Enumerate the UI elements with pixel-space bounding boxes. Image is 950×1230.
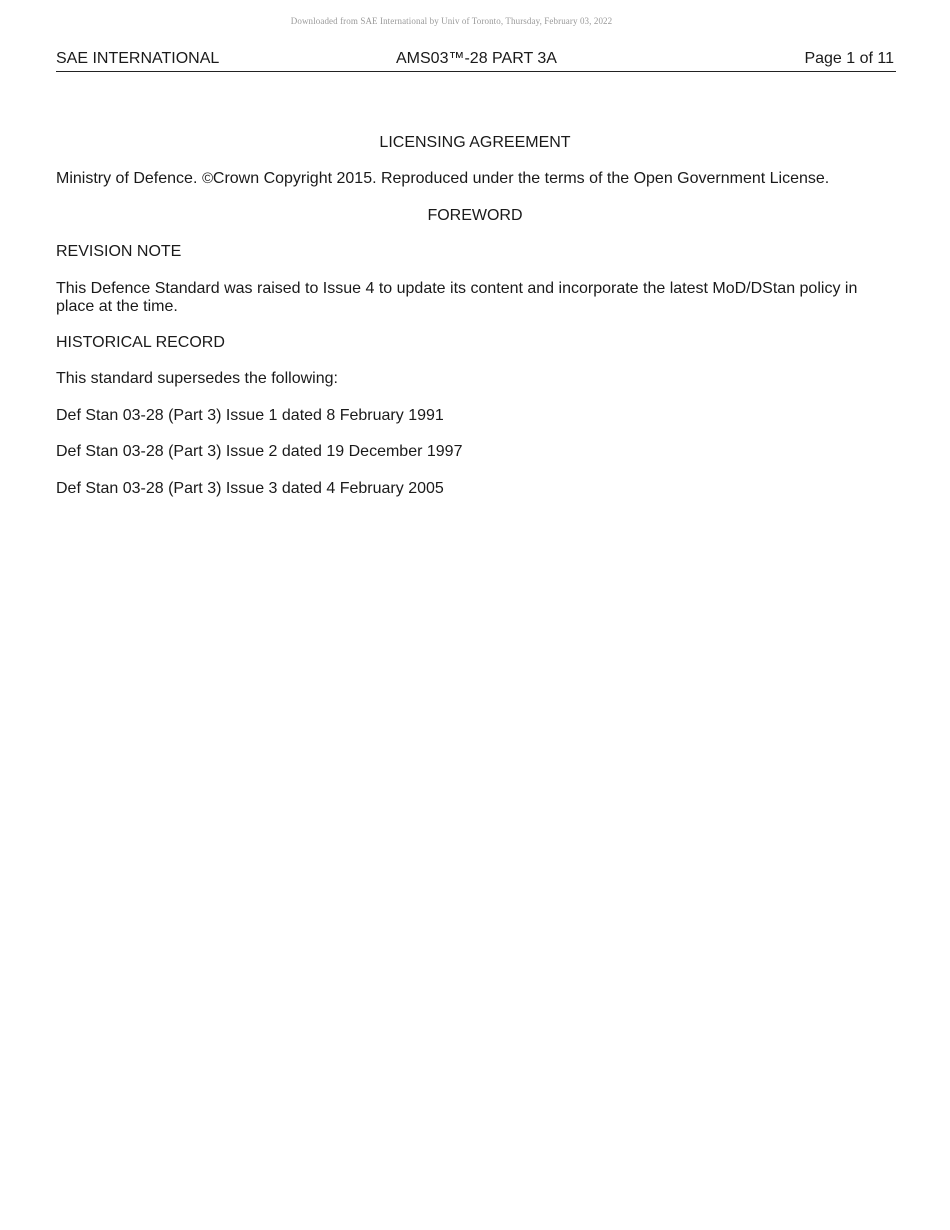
history-heading: HISTORICAL RECORD <box>56 334 225 351</box>
header-document-id: AMS03™-28 PART 3A <box>396 50 557 67</box>
copyright-symbol: © <box>201 170 213 187</box>
history-item: Def Stan 03-28 (Part 3) Issue 2 dated 19 December 1997 <box>56 443 463 460</box>
licensing-text-suffix: Crown Copyright 2015. Reproduced under the terms of the Open Government License. <box>212 170 830 187</box>
licensing-text-prefix: Ministry of Defence. <box>56 170 202 187</box>
revision-text: This Defence Standard was raised to Issue 4 to update its content and incorporate the latest MoD/DStan policy in place at the time. <box>56 280 858 315</box>
header-page-number: Page 1 of 11 <box>804 50 894 67</box>
history-item: Def Stan 03-28 (Part 3) Issue 1 dated 8 February 1991 <box>56 407 444 424</box>
download-watermark: Downloaded from SAE International by Univ of Toronto, Thursday, February 03, 2022 <box>290 16 613 26</box>
header-publisher: SAE INTERNATIONAL <box>56 50 220 67</box>
history-item: Def Stan 03-28 (Part 3) Issue 3 dated 4 February 2005 <box>56 480 444 497</box>
history-intro: This standard supersedes the following: <box>56 370 338 387</box>
licensing-text <box>56 170 896 188</box>
page-header <box>56 49 896 72</box>
revision-heading: REVISION NOTE <box>56 243 182 260</box>
foreword-heading: FOREWORD <box>427 207 523 224</box>
licensing-heading: LICENSING AGREEMENT <box>379 134 571 151</box>
